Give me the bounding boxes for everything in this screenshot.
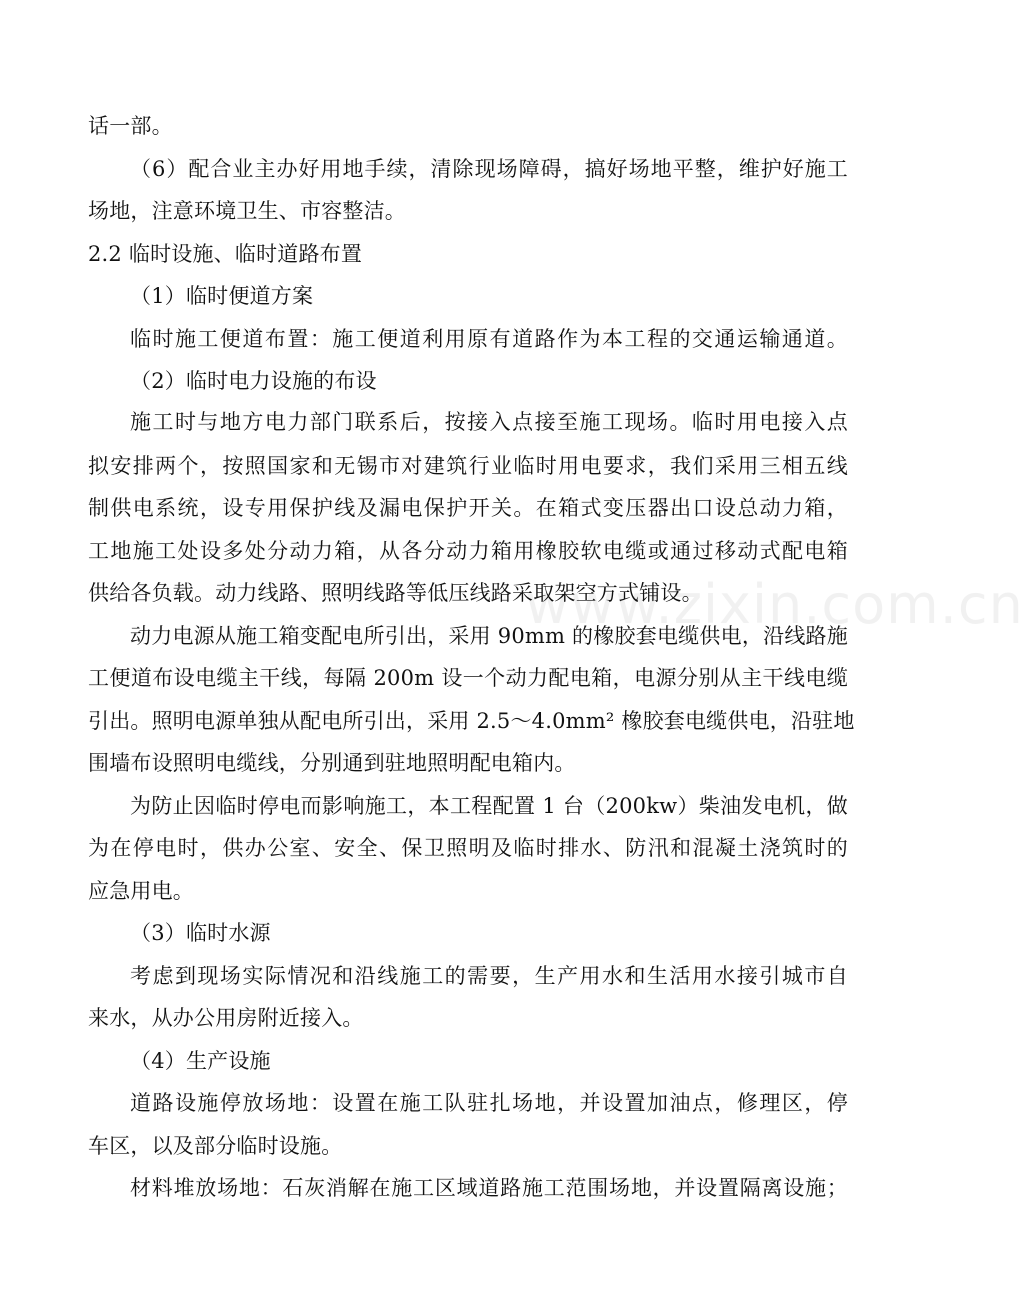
- text-line: 引出。照明电源单独从配电所引出，采用 2.5～4.0mm² 橡胶套电缆供电，沿驻地: [88, 709, 855, 733]
- text-line: 应急用电。: [88, 879, 194, 903]
- text-line: 围墙布设照明电缆线，分别通到驻地照明配电箱内。: [88, 751, 576, 775]
- text-line: 工便道布设电缆主干线，每隔 200m 设一个动力配电箱，电源分别从主干线电缆: [88, 666, 848, 690]
- text-line: 拟安排两个，按照国家和无锡市对建筑行业临时用电要求，我们采用三相五线: [88, 454, 848, 478]
- text-line: 工地施工处设多处分动力箱，从各分动力箱用橡胶软电缆或通过移动式配电箱: [88, 539, 848, 563]
- section-heading: 2.2 临时设施、临时道路布置: [88, 242, 363, 266]
- subsection-heading: （4）生产设施: [130, 1049, 271, 1073]
- subsection-heading: （3）临时水源: [130, 921, 271, 945]
- text-line: 道路设施停放场地：设置在施工队驻扎场地，并设置加油点，修理区，停: [130, 1091, 848, 1115]
- text-line: 车区，以及部分临时设施。: [88, 1134, 343, 1158]
- text-line: 施工时与地方电力部门联系后，按接入点接至施工现场。临时用电接入点: [130, 410, 848, 434]
- text-line: 供给各负载。动力线路、照明线路等低压线路采取架空方式铺设。: [88, 581, 703, 605]
- text-line: 话一部。: [88, 114, 173, 138]
- text-line: 材料堆放场地：石灰消解在施工区域道路施工范围场地，并设置隔离设施；: [130, 1176, 848, 1200]
- text-line: 考虑到现场实际情况和沿线施工的需要，生产用水和生活用水接引城市自: [130, 964, 848, 988]
- text-line: 为在停电时，供办公室、安全、保卫照明及临时排水、防汛和混凝土浇筑时的: [88, 836, 848, 860]
- text-line: （6）配合业主办好用地手续，清除现场障碍，搞好场地平整，维护好施工: [130, 157, 848, 181]
- text-line: 临时施工便道布置：施工便道利用原有道路作为本工程的交通运输通道。: [130, 327, 848, 351]
- text-line: 场地，注意环境卫生、市容整洁。: [88, 199, 406, 223]
- subsection-heading: （2）临时电力设施的布设: [130, 369, 377, 393]
- watermark: www.zixin.com.cn: [525, 573, 1024, 636]
- text-line: 制供电系统，设专用保护线及漏电保护开关。在箱式变压器出口设总动力箱，: [88, 496, 848, 520]
- text-line: 为防止因临时停电而影响施工，本工程配置 1 台（200kw）柴油发电机，做: [130, 794, 848, 818]
- text-line: 来水，从办公用房附近接入。: [88, 1006, 364, 1030]
- subsection-heading: （1）临时便道方案: [130, 284, 314, 308]
- text-line: 动力电源从施工箱变配电所引出，采用 90mm 的橡胶套电缆供电，沿线路施: [130, 624, 848, 648]
